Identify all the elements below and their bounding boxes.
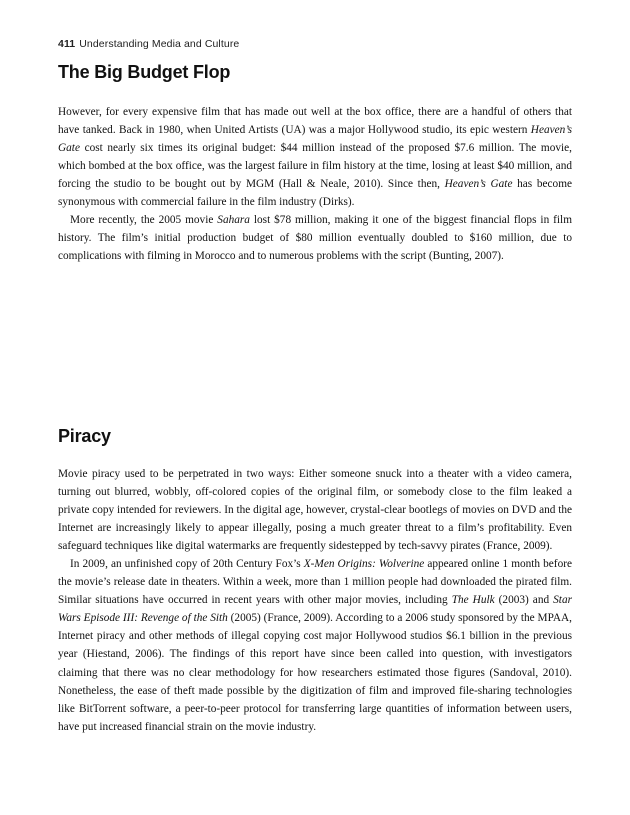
text-run: However, for every expensive film that has made out well at the box office, there are a handful of others that have tanked. Back in 1980, when United Artists (UA) was a major Hollywood studio, its epic western (58, 106, 572, 137)
text-run: Movie piracy used to be perpetrated in two ways: Either someone snuck into a theater with a video camera, turning out blurred, wobbly, off-colored copies of the original film, or somebody close to the film leaked a private copy intended for reviewers. In the digital age, however, crystal-clear bootlegs of movies on DVD and the Internet are increasingly likely to appear illegally, posing a much greater threat to a film’s profitability. Even safeguard techniques like digital watermarks are frequently sidestepped by tech-savvy pirates (France, 2009). (58, 468, 573, 553)
book-title: Understanding Media and Culture (79, 38, 240, 50)
section-title-big-budget-flop: The Big Budget Flop (58, 62, 231, 82)
text-run: has become synonymous with commercial failure in the film industry (Dirks). (58, 178, 572, 209)
running-header (58, 38, 239, 50)
text-run: (2003) and (494, 594, 554, 607)
film-title: Heaven’s Gate (58, 124, 572, 155)
film-title: The Hulk (451, 594, 495, 607)
paragraph (58, 465, 572, 555)
text-run: In 2009, an unfinished copy of 20th Century Fox’s (70, 558, 304, 571)
film-title: Heaven’s Gate (444, 178, 513, 191)
paragraph (58, 555, 572, 735)
film-title: Sahara (217, 214, 250, 227)
paragraph (58, 103, 572, 211)
section-title-piracy: Piracy (58, 426, 111, 446)
text-run: lost $78 million, making it one of the biggest financial flops in film history. The film’s initial production budget of $80 million eventually doubled to $160 million, due to complications with filming in Morocco and to numerous problems with the script (Bunting, 2007). (58, 214, 572, 263)
section-body-piracy (58, 465, 572, 736)
text-run: (2005) (France, 2009). According to a 2006 study sponsored by the MPAA, Internet piracy and other methods of illegal copying cost major Hollywood studios $6.1 billion in the previous year (Hiestand, 2006). The findings of this report have since been called into question, with investigators claiming that there was no clear methodology for how researchers estimated those figures (Sandoval, 2010). Nonetheless, the ease of theft made possible by the digitization of film and improved file-sharing technologies like BitTorrent software, a peer-to-peer protocol for transferring large quantities of information between users, have put increased financial strain on the movie industry. (58, 612, 572, 733)
section-body-big-budget-flop (58, 103, 572, 265)
film-title: Star Wars Episode III: Revenge of the Sith (58, 594, 572, 625)
film-title: X-Men Origins: Wolverine (303, 558, 425, 571)
text-run: appeared online 1 month before the movie’s release date in theaters. Within a week, more than 1 million people had downloaded the pirated film. Similar situations have occurred in recent years with other major movies, including (58, 558, 572, 607)
paragraph (58, 211, 572, 265)
page-number: 411 (58, 38, 76, 50)
text-run: cost nearly six times its original budget: $44 million instead of the proposed $7.6 million. The movie, which bombed at the box office, was the largest failure in film history at the time, losing at least $40 million, and forcing the studio to be bought out by MGM (Hall & Neale, 2010). Since then, (58, 142, 572, 191)
text-run: More recently, the 2005 movie (70, 214, 218, 227)
